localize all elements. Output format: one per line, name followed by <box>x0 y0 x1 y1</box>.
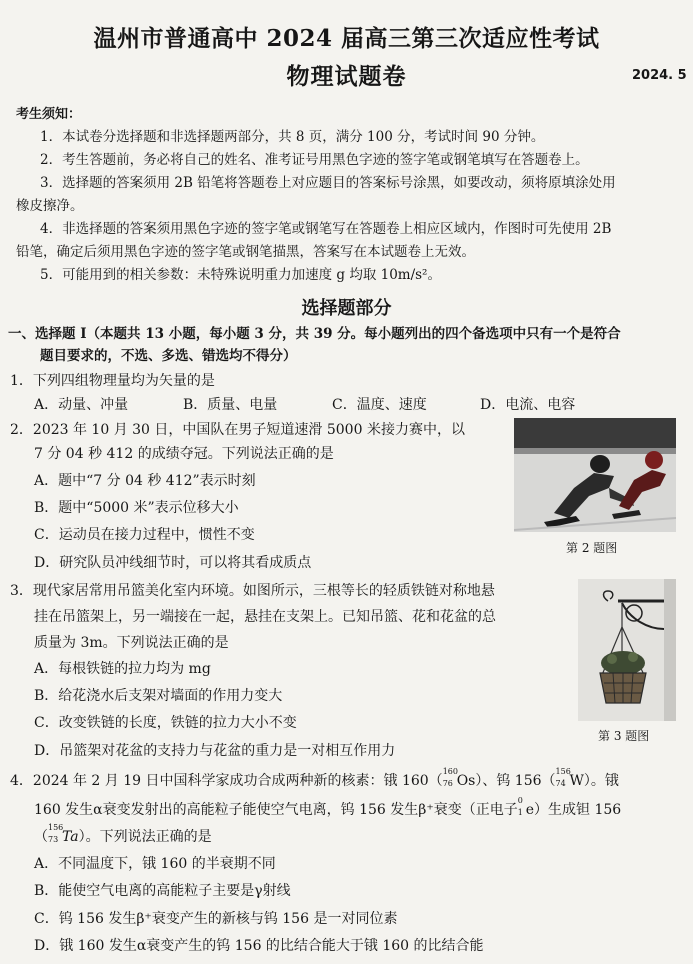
q1-stem: 1．下列四组物理量均为矢量的是 <box>10 373 215 389</box>
q4-stem-1 <box>10 767 619 790</box>
q1-option-b: B．质量、电量 <box>183 397 278 413</box>
q4-stem-1-text-a: 4．2024 年 2 月 19 日中国科学家成功合成两种新的核素：锇 160（ <box>10 773 443 789</box>
q4-stem-2-text-a: 160 发生α衰变发射出的高能粒子能使空气电离，钨 156 发生β⁺衰变（正电子 <box>34 802 518 818</box>
q3-stem-2: 挂在吊篮架上，另一端接在一起，悬挂在支架上。已知吊篮、花和花盆的总 <box>34 609 496 625</box>
q3-stem-3: 质量为 3m。下列说法正确的是 <box>34 635 229 651</box>
q3-stem-1: 3．现代家居常用吊篮美化室内环境。如图所示，三根等长的轻质铁链对称地悬 <box>10 583 495 599</box>
q3-figure-caption: 第 3 题图 <box>598 729 650 743</box>
q3-option-c: C．改变铁链的长度，铁链的拉力大小不变 <box>34 715 297 731</box>
q3-option-d: D．吊篮架对花盆的支持力与花盆的重力是一对相互作用力 <box>34 743 396 759</box>
q4-option-b: B．能使空气电离的高能粒子主要是γ射线 <box>34 883 291 899</box>
q3-option-a: A．每根铁链的拉力均为 mg <box>34 661 211 677</box>
q3-option-b: B．给花浇水后支架对墙面的作用力变大 <box>34 688 283 704</box>
q2-figure-skaters <box>514 418 676 532</box>
exam-subtitle: 物理试题卷 <box>286 63 407 90</box>
q4-stem-2-text-b: ）生成钽 156 <box>534 802 622 818</box>
section-title: 选择题部分 <box>301 298 392 319</box>
notice-item-4: 4．非选择题的答案须用黑色字迹的签字笔或钢笔写在答题卷上相应区域内，作图时可先使用 2B <box>40 221 612 237</box>
q4-option-c: C．钨 156 发生β⁺衰变产生的新核与钨 156 是一对同位素 <box>34 911 398 927</box>
q1-option-a: A．动量、冲量 <box>34 397 129 413</box>
notice-item-3-cont: 橡皮擦净。 <box>16 198 84 214</box>
q3-figure-hanging-basket <box>578 579 676 721</box>
notice-item-4-cont: 铅笔，确定后须用黑色字迹的签字笔或钢笔描黑，答案写在本试题卷上无效。 <box>16 244 475 260</box>
positron-symbol: e <box>525 802 535 818</box>
exam-title: 温州市普通高中 2024 届高三第三次适应性考试 <box>93 25 600 52</box>
q1-option-d: D．电流、电容 <box>480 397 576 413</box>
exam-date: 2024. 5 <box>632 68 687 83</box>
tantalum-symbol: Ta <box>62 829 79 845</box>
tungsten-nuclide: 156 74 <box>555 767 571 788</box>
osmium-nuclide: 160 76 <box>442 767 458 788</box>
tungsten-symbol: W <box>569 773 584 789</box>
osmium-symbol: Os <box>456 773 476 789</box>
q2-option-b: B．题中“5000 米”表示位移大小 <box>34 500 239 516</box>
q4-stem-3-open-paren: （ <box>34 829 48 845</box>
part1-instruction: 一、选择题 I（本题共 13 小题，每小题 3 分，共 39 分。每小题列出的四个备选项中只有一个是符合 <box>8 326 621 342</box>
q4-stem-1-text-b: ）、钨 156（ <box>475 773 556 789</box>
q4-stem-3 <box>34 823 212 846</box>
q2-option-d: D．研究队员冲线细节时，可以将其看成质点 <box>34 555 312 571</box>
q4-option-d: D．锇 160 发生α衰变产生的钨 156 的比结合能大于锇 160 的比结合能 <box>34 938 484 954</box>
notice-item-5: 5．可能用到的相关参数：未特殊说明重力加速度 g 均取 10m/s²。 <box>40 267 441 283</box>
q4-option-a: A．不同温度下，锇 160 的半衰期不同 <box>34 856 276 872</box>
positron-notation: 0 1 <box>517 796 523 817</box>
q2-option-c: C．运动员在接力过程中，惯性不变 <box>34 527 255 543</box>
q1-option-c: C．温度、速度 <box>332 397 427 413</box>
notice-heading: 考生须知： <box>16 107 82 122</box>
tantalum-nuclide: 156 73 <box>48 823 64 844</box>
q4-stem-2 <box>34 796 622 819</box>
q2-figure-caption: 第 2 题图 <box>566 541 618 555</box>
q2-stem-1: 2．2023 年 10 月 30 日，中国队在男子短道速滑 5000 米接力赛中，以 <box>10 422 465 438</box>
q4-stem-3-text: ）。下列说法正确的是 <box>78 829 212 845</box>
q2-option-a: A．题中“7 分 04 秒 412”表示时刻 <box>34 473 256 489</box>
q4-stem-1-text-c: ）。锇 <box>583 773 619 789</box>
notice-item-2: 2．考生答题前，务必将自己的姓名、准考证号用黑色字迹的签字笔或钢笔填写在答题卷上。 <box>40 152 589 168</box>
notice-item-1: 1．本试卷分选择题和非选择题两部分，共 8 页，满分 100 分，考试时间 90 分钟。 <box>40 129 545 145</box>
part1-instruction-cont: 题目要求的，不选、多选、错选均不得分） <box>40 348 297 364</box>
notice-item-3: 3．选择题的答案须用 2B 铅笔将答题卷上对应题目的答案标号涂黑，如要改动，须将原填涂处用 <box>40 175 616 191</box>
q2-stem-2: 7 分 04 秒 412 的成绩夺冠。下列说法正确的是 <box>34 446 334 462</box>
